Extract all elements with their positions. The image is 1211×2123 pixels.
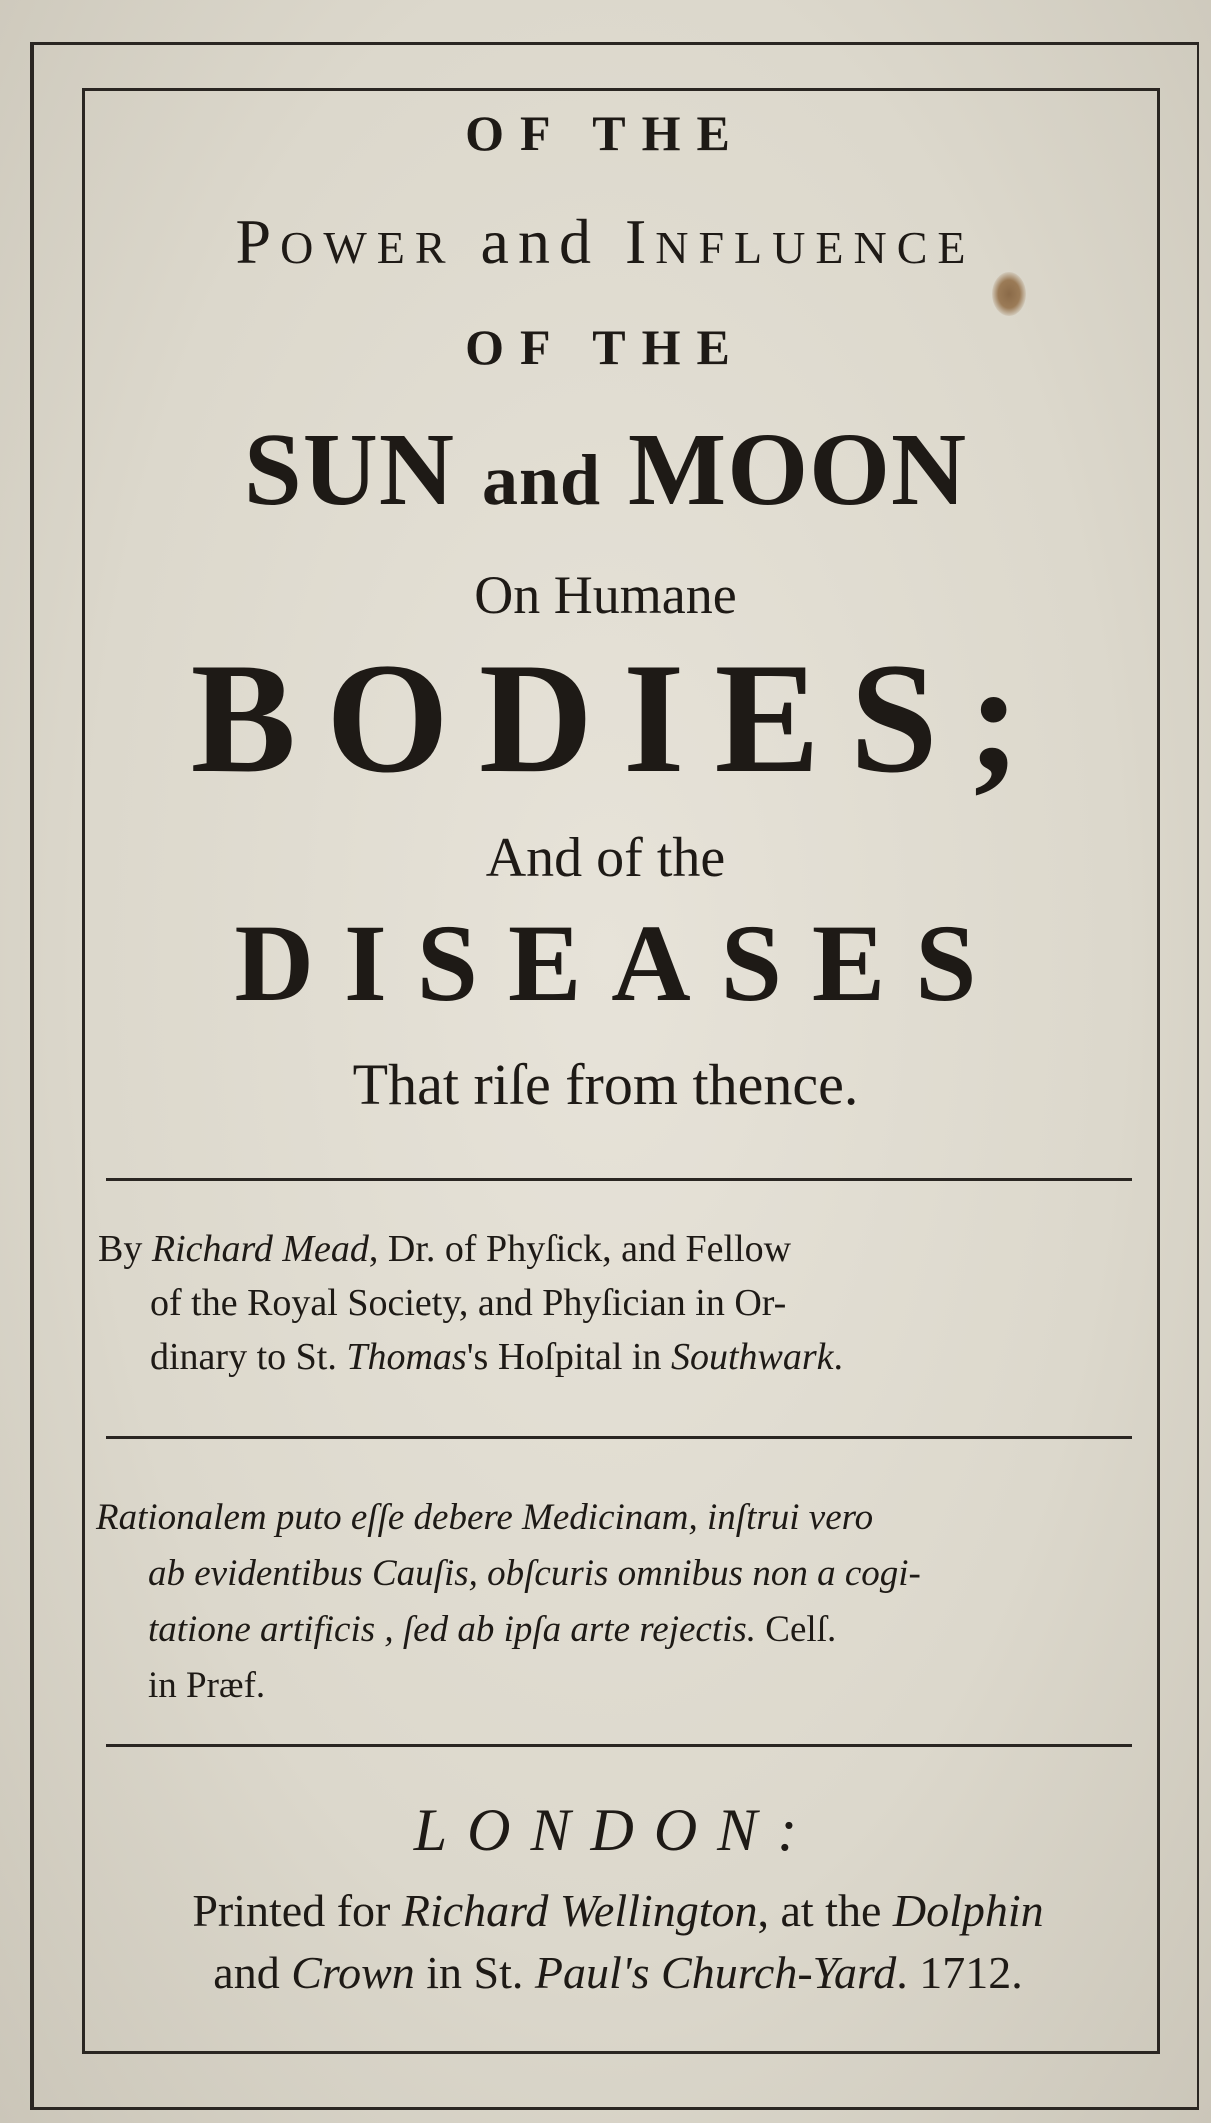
title-line-diseases: DISEASES <box>234 902 1007 1024</box>
imprint-in-st: in St. <box>414 1947 535 1998</box>
divider-rule-2 <box>106 1436 1132 1439</box>
imprint-statement <box>88 1880 1148 2004</box>
moon-word: MOON <box>628 412 968 527</box>
imprint-line-2 <box>88 1942 1148 2004</box>
author-southwark: Southwark <box>670 1336 834 1378</box>
author-thomas: Thomas <box>346 1336 467 1378</box>
title-line-of-the-2: OF THE <box>465 319 746 375</box>
title-line-and-of-the: And of the <box>485 827 726 889</box>
imprint-and: and <box>213 1947 292 1998</box>
power-rest: OWER <box>280 222 456 273</box>
paper-stain <box>992 272 1026 316</box>
imprint-printed-for: Printed for <box>192 1885 402 1936</box>
author-by: By <box>98 1228 143 1270</box>
imprint-crown: Crown <box>291 1947 415 1998</box>
imprint-city: LONDON: <box>413 1797 818 1863</box>
motto-line-3-a: tatione artificis , ſed ab ipſa arte rejectis. <box>148 1609 757 1650</box>
author-line-1 <box>98 1222 1138 1276</box>
author-line-3 <box>98 1330 1138 1384</box>
author-line-3-c: . <box>833 1336 843 1378</box>
influence-initial: I <box>624 206 656 277</box>
author-line-2: of the Royal Society, and Phyſician in Or- <box>150 1282 787 1324</box>
imprint-at-the: , at the <box>757 1885 893 1936</box>
motto-line-1: Rationalem puto eſſe debere Medicinam, inſtrui vero <box>96 1497 874 1538</box>
imprint-printer-name: Richard Wellington <box>401 1885 758 1936</box>
motto-line-4: in Præf. <box>148 1665 266 1706</box>
imprint-line-1 <box>88 1880 1148 1942</box>
sun-word: SUN <box>243 412 455 527</box>
imprint-dolphin: Dolphin <box>892 1885 1044 1936</box>
divider-rule-1 <box>106 1178 1132 1181</box>
title-line-on-humane: On Humane <box>474 565 737 625</box>
imprint-year: . 1712. <box>896 1947 1023 1998</box>
author-line-3-a: dinary to St. <box>150 1336 347 1378</box>
sun-moon-and: and <box>481 440 602 520</box>
author-name: Richard Mead <box>151 1228 369 1270</box>
imprint-pauls: Paul's Church-Yard <box>534 1947 897 1998</box>
latin-motto <box>96 1490 1136 1714</box>
title-line-sun-moon <box>0 412 1211 527</box>
motto-line-2: ab evidentibus Cauſis, obſcuris omnibus non a cogi- <box>148 1553 921 1594</box>
motto-line-3 <box>96 1602 1136 1658</box>
power-initial: P <box>235 206 281 277</box>
influence-rest: NFLUENCE <box>655 222 976 273</box>
power-and: and <box>480 206 600 277</box>
author-statement <box>98 1222 1138 1384</box>
author-line-1-rest: , Dr. of Phyſick, and Fellow <box>368 1228 792 1270</box>
motto-celsus: Celſ. <box>765 1609 837 1650</box>
divider-rule-3 <box>106 1744 1132 1747</box>
title-line-that-rise: That riſe from thence. <box>352 1052 859 1117</box>
title-line-power-influence <box>0 206 1211 277</box>
title-line-of-the: OF THE <box>465 105 746 161</box>
author-line-3-b: 's Hoſpital in <box>466 1336 671 1378</box>
title-line-bodies: BODIES; <box>190 631 1051 806</box>
